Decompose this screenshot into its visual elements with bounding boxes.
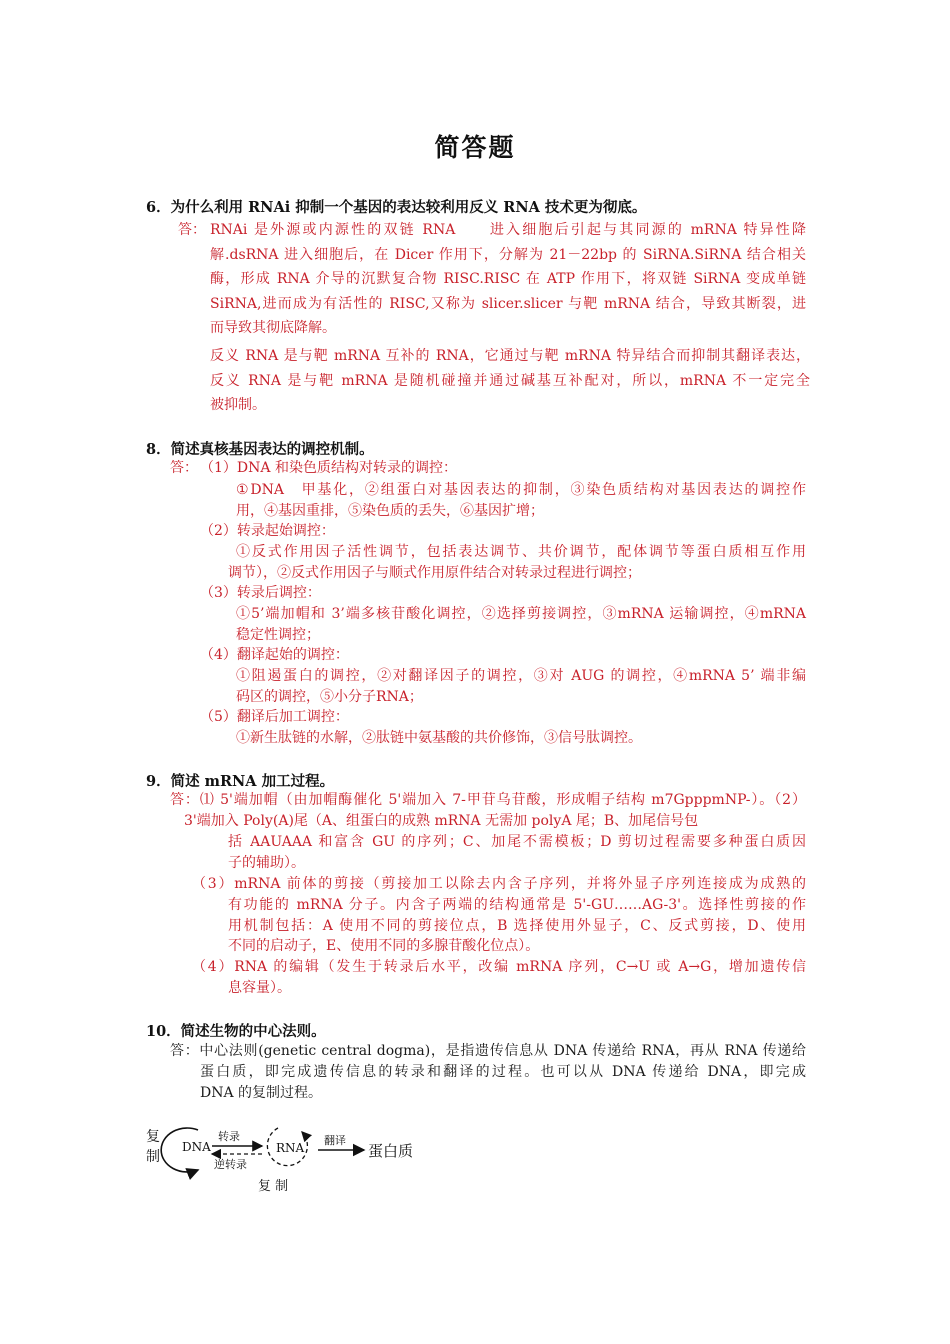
question-8: 8．简述真核基因表达的调控机制。 (146, 441, 374, 458)
text-line: 蛋白质，即完成遗传信息的转录和翻译的过程。也可以从 DNA 传递给 DNA，即完成 (200, 1064, 806, 1080)
answer-8-item-1-head: （1）DNA 和染色质结构对转录的调控： (200, 460, 457, 476)
central-dogma-diagram (140, 1120, 440, 1200)
rna-replication-label: 复 制 (258, 1179, 289, 1194)
protein-label: 蛋白质 (368, 1142, 414, 1160)
text-line: 反义 RNA 是与靶 mRNA 是随机碰撞并通过碱基互补配对，所以，mRNA 不一定完全 (210, 372, 810, 389)
question-6: 6．为什么利用 RNAi 抑制一个基因的表达较利用反义 RNA 技术更为彻底。 (146, 199, 647, 216)
text-line: 而导致其彻底降解。 (210, 320, 336, 336)
diagram-label-zhi: 制 (146, 1149, 160, 1165)
answer-8-item-2 (228, 542, 806, 583)
text-line: ①DNA 甲基化，②组蛋白对基因表达的抑制，③染色质结构对基因表达的调控作 (236, 482, 806, 498)
answer-label-6: 答： (178, 222, 206, 238)
diagram-label-fu: 复 (146, 1129, 160, 1145)
text-line: （3）mRNA 前体的剪接（剪接加工以除去内含子序列，并将外显子序列连接成为成熟的 (192, 876, 806, 892)
page-title: 简答题 (434, 133, 516, 162)
answer-8-item-3-head: （3）转录后调控： (200, 585, 321, 601)
answer-label-8: 答： (170, 460, 198, 476)
text-line: 稳定性调控； (236, 626, 320, 643)
answer-9-block-2-first (192, 874, 806, 895)
text-line: 被抑制。 (210, 397, 266, 413)
text-line: 反义 RNA 是与靶 mRNA 互补的 RNA，它通过与靶 mRNA 特异结合而抑制其翻译表达， (210, 348, 810, 364)
answer-9-block-3-first (192, 957, 806, 978)
dna-label: DNA (182, 1140, 211, 1154)
question-9: 9．简述 mRNA 加工过程。 (146, 773, 335, 790)
answer-9-block-3 (228, 978, 291, 999)
text-line: DNA 的复制过程。 (200, 1084, 323, 1101)
text-line: ①新生肽链的水解，②肽链中氨基酸的共价修饰，③信号肽调控。 (236, 730, 642, 746)
answer-6-paragraph-1 (210, 218, 806, 341)
answer-10-block (200, 1062, 806, 1103)
reverse-transcription-label: 逆转录 (214, 1158, 247, 1171)
answer-9-line-1 (170, 790, 806, 811)
text-line: 答：⑴ 5'端加帽（由加帽酶催化 5'端加入 7-甲苷乌苷酸，形成帽子结构 m7GpppmNP-）。（2） (170, 792, 806, 808)
answer-8-item-5 (236, 728, 642, 749)
text-line: RNAi 是外源或内源性的双链 RNA 进入细胞后引起与其同源的 mRNA 特异性降 (210, 222, 806, 238)
text-line: （4）RNA 的编辑（发生于转录后水平，改编 mRNA 序列，C→U 或 A→G，增加遗传信 (192, 959, 806, 975)
answer-8-item-1 (236, 480, 806, 521)
text-line: 括 AAUAAA 和富含 GU 的序列；C、加尾不需模板；D 剪切过程需要多种蛋白质因 (228, 834, 806, 850)
text-line: 答：中心法则(genetic central dogma)，是指遗传信息从 DNA 传递给 RNA，再从 RNA 传递给 (170, 1043, 806, 1059)
translation-label: 翻译 (324, 1134, 346, 1147)
answer-6-paragraph-2 (210, 344, 810, 418)
text-line: 不同的启动子，E、使用不同的多腺苷酸化位点）。 (228, 938, 540, 954)
answer-8-item-2-head: （2）转录起始调控： (200, 523, 335, 539)
text-line: 解.dsRNA 进入细胞后，在 Dicer 作用下，分解为 21－22bp 的 SiRNA.SiRNA 结合相关 (210, 246, 806, 263)
answer-8-item-4 (236, 666, 806, 707)
answer-9-block-1 (228, 832, 806, 873)
text-line: 子的辅助）。 (228, 854, 305, 871)
answer-8-item-3 (236, 604, 806, 645)
rna-label: RNA (276, 1141, 305, 1155)
text-line: 息容量）。 (228, 980, 291, 996)
answer-9-line-2 (184, 811, 698, 832)
text-line: ①反式作用因子活性调节，包括表达调节、共价调节，配体调节等蛋白质相互作用 (236, 544, 806, 560)
text-line: 码区的调控，⑤小分子RNA； (236, 688, 423, 705)
text-line: ①阻遏蛋白的调控，②对翻译因子的调控，③对 AUG 的调控，④mRNA 5’ 端非编 (236, 668, 806, 684)
answer-8-item-5-head: （5）翻译后加工调控： (200, 709, 349, 725)
text-line: 酶，形成 RNA 介导的沉默复合物 RISC.RISC 在 ATP 作用下，将双链 SiRNA 变成单链 (210, 271, 806, 287)
text-line: ①5’端加帽和 3’端多核苷酸化调控，②选择剪接调控，③mRNA 运输调控，④mRNA (236, 606, 806, 622)
transcription-label: 转录 (218, 1130, 240, 1143)
text-line: 用机制包括：A 使用不同的剪接位点，B 选择使用外显子，C、反式剪接，D、使用 (228, 917, 806, 934)
text-line: 有功能的 mRNA 分子。内含子两端的结构通常是 5'-GU……AG-3'。选择性剪接的作 (228, 897, 806, 913)
text-line: 用，④基因重排，⑤染色质的丢失，⑥基因扩增； (236, 502, 544, 519)
answer-8-item-4-head: （4）翻译起始的调控： (200, 647, 349, 663)
question-10: 10．简述生物的中心法则。 (146, 1023, 326, 1040)
text-line: 3'端加入 Poly(A)尾（A、组蛋白的成熟 mRNA 无需加 polyA 尾；B、加尾信号包 (184, 813, 699, 829)
text-line: 调节），②反式作用因子与顺式作用原件结合对转录过程进行调控； (228, 564, 641, 581)
answer-9-block-2 (228, 895, 806, 957)
text-line: SiRNA,进而成为有活性的 RISC,又称为 slicer.slicer 与靶 mRNA 结合，导致其断裂，进 (210, 295, 806, 312)
answer-10-line-1 (170, 1041, 806, 1062)
